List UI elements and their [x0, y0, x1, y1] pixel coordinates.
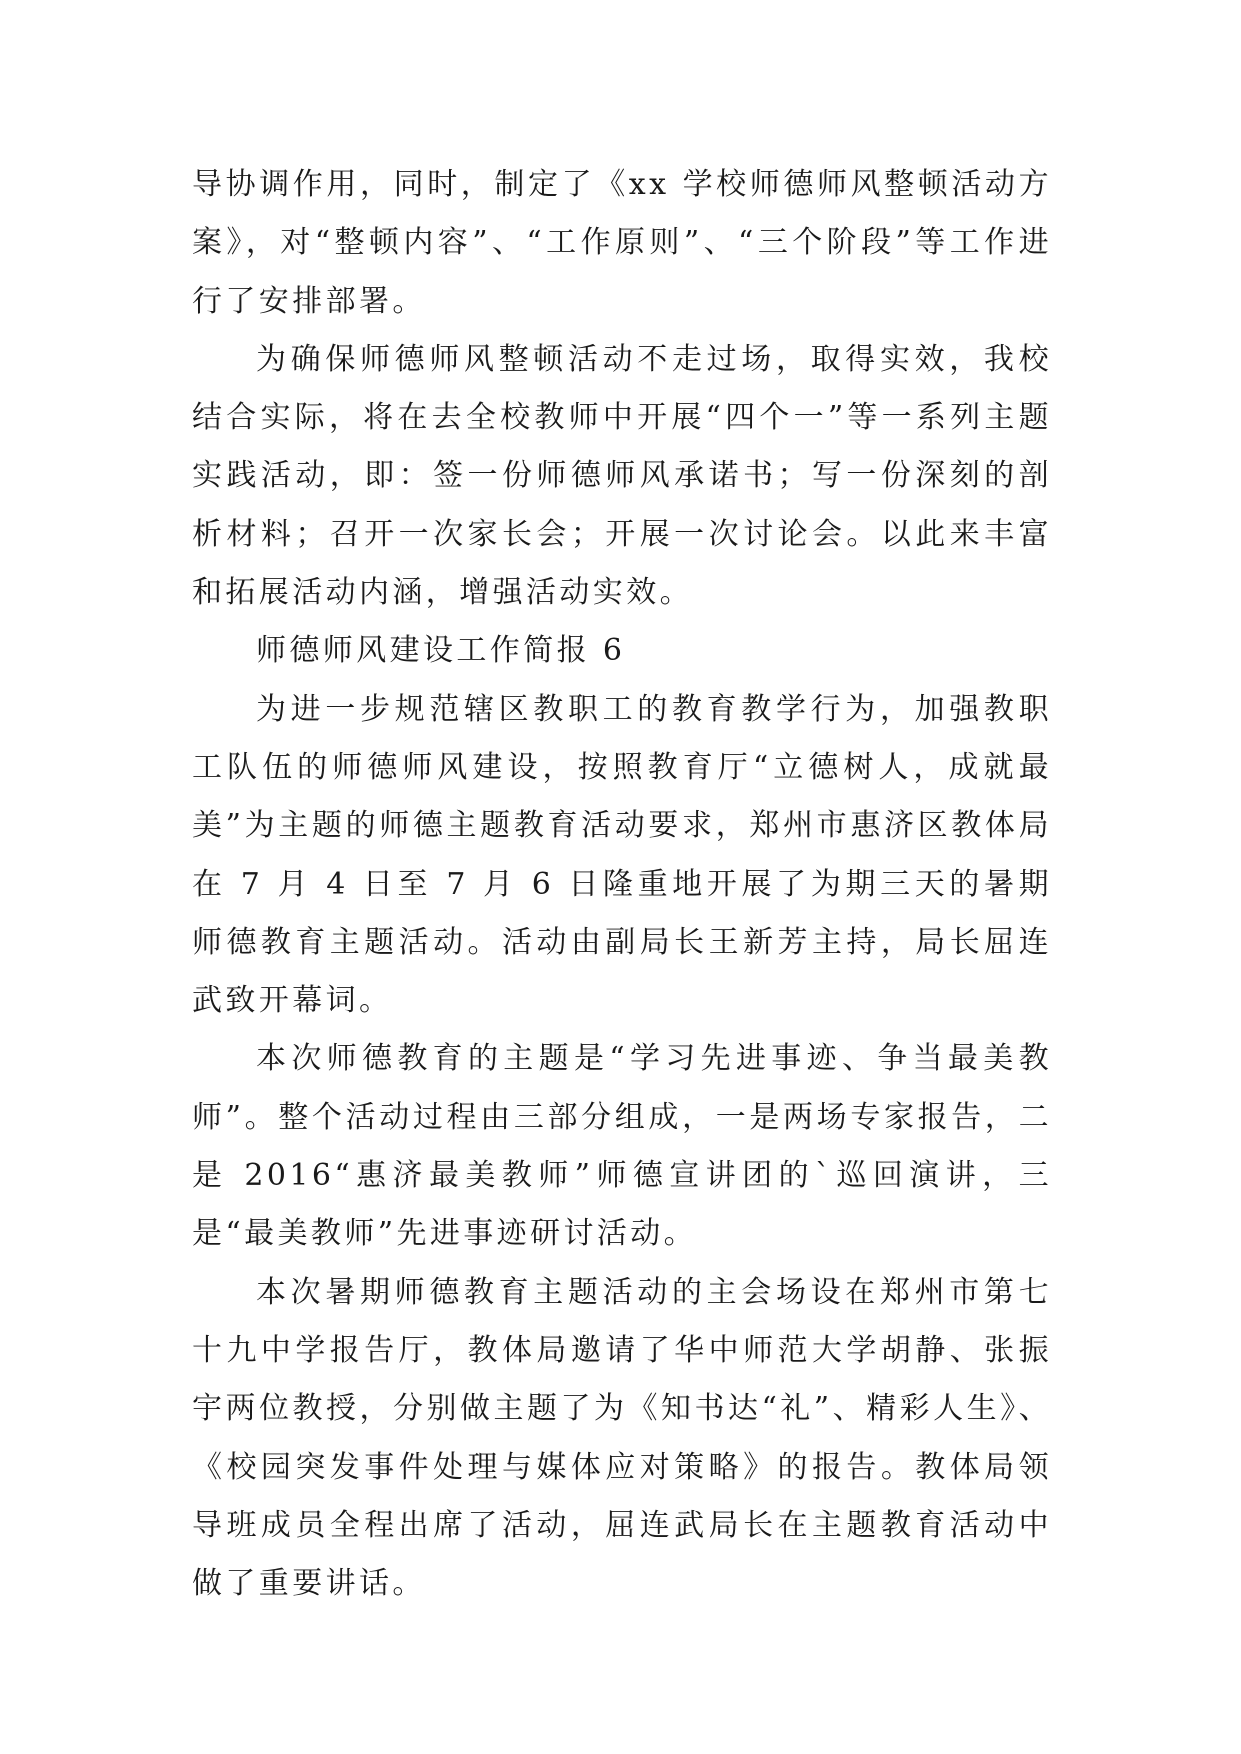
paragraph-education-theme: 本次师德教育的主题是“学习先进事迹、争当最美教师”。整个活动过程由三部分组成，一是两场专家报告，二是 2016“惠济最美教师”师德宣讲团的`巡回演讲，三是“最美教师”先进事迹研讨活动。 — [192, 1041, 1052, 1252]
paragraph-four-activities: 为确保师德师风整顿活动不走过场，取得实效，我校结合实际，将在去全校教师中开展“四个一”等一系列主题实践活动，即：签一份师德师风承诺书；写一份深刻的剖析材料；召开一次家长会；开展一次讨论会。以此来丰富和拓展活动内涵，增强活动实效。 — [192, 341, 1052, 611]
paragraph-summer-education: 为进一步规范辖区教职工的教育教学行为，加强教职工队伍的师德师风建设，按照教育厅“立德树人，成就最美”为主题的师德主题教育活动要求，郑州市惠济区教体局在 7 月 4 日至 7 月 6 日隆重地开展了为期三天的暑期师德教育主题活动。活动由副局长王新芳主持，局长屈连武致开幕词。 — [192, 691, 1052, 1019]
paragraph-main-venue: 本次暑期师德教育主题活动的主会场设在郑州市第七十九中学报告厅，教体局邀请了华中师范大学胡静、张振宇两位教授，分别做主题了为《知书达“礼”、精彩人生》、《校园突发事件处理与媒体应对策略》的报告。教体局领导班成员全程出席了活动，屈连武局长在主题教育活动中做了重要讲话。 — [192, 1274, 1052, 1602]
section-heading: 师德师风建设工作简报 6 — [256, 633, 626, 669]
paragraph-continuation: 导协调作用，同时，制定了《xx 学校师德师风整顿活动方案》，对“整顿内容”、“工作原则”、“三个阶段”等工作进行了安排部署。 — [192, 167, 1052, 319]
document-body — [192, 156, 1052, 1613]
